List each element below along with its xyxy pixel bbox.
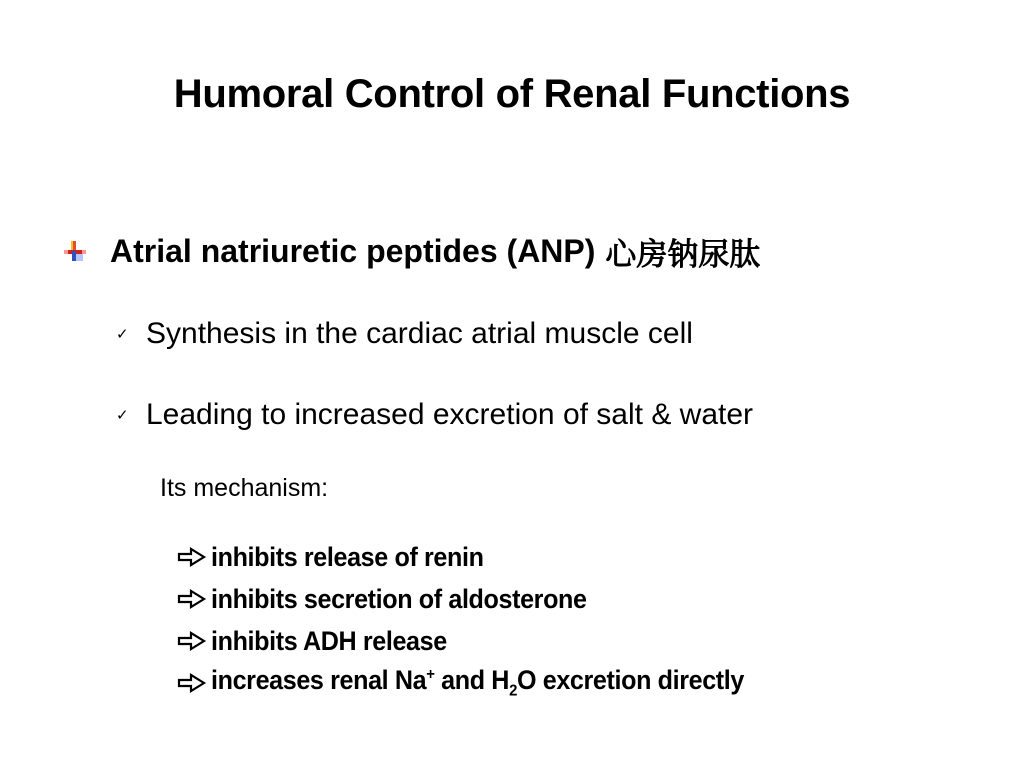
- mechanism-text-part: increases renal Na: [211, 665, 427, 696]
- superscript-plus: +: [426, 666, 435, 684]
- right-arrow-outline-icon: [176, 673, 208, 693]
- multicolor-bullet-icon: [62, 240, 88, 262]
- mechanism-item-text: [211, 665, 744, 700]
- mechanism-item: [176, 578, 784, 620]
- mechanism-item: [176, 620, 784, 662]
- mechanism-item: [176, 536, 784, 578]
- checkmark-icon: ✓: [116, 325, 129, 343]
- slide-title: Humoral Control of Renal Functions: [173, 72, 851, 116]
- sub-bullet-text: Synthesis in the cardiac atrial muscle cell: [146, 317, 693, 350]
- right-arrow-outline-icon: [176, 631, 208, 651]
- main-bullet-text: Atrial natriuretic peptides (ANP): [110, 232, 596, 269]
- main-bullet-cjk-text: 心房钠尿肽: [605, 236, 761, 272]
- sub-bullet-excretion: [116, 393, 753, 437]
- checkmark-icon: ✓: [116, 406, 129, 424]
- mechanism-item-text: inhibits release of renin: [211, 541, 484, 572]
- mechanism-list: [176, 536, 784, 704]
- mechanism-item-text: inhibits ADH release: [211, 625, 447, 656]
- sub-bullet-synthesis: [116, 312, 693, 356]
- right-arrow-outline-icon: [176, 589, 208, 609]
- mechanism-text-part: O excretion directly: [516, 665, 745, 696]
- mechanism-item: [176, 662, 784, 704]
- right-arrow-outline-icon: [176, 547, 208, 567]
- main-bullet: [62, 226, 760, 276]
- sub-bullet-text: Leading to increased excretion of salt & water: [146, 398, 754, 431]
- mechanism-text-part: and H: [434, 665, 510, 696]
- mechanism-label: Its mechanism:: [160, 474, 329, 502]
- mechanism-item-text: inhibits secretion of aldosterone: [211, 583, 587, 614]
- subscript-two: 2: [509, 682, 517, 700]
